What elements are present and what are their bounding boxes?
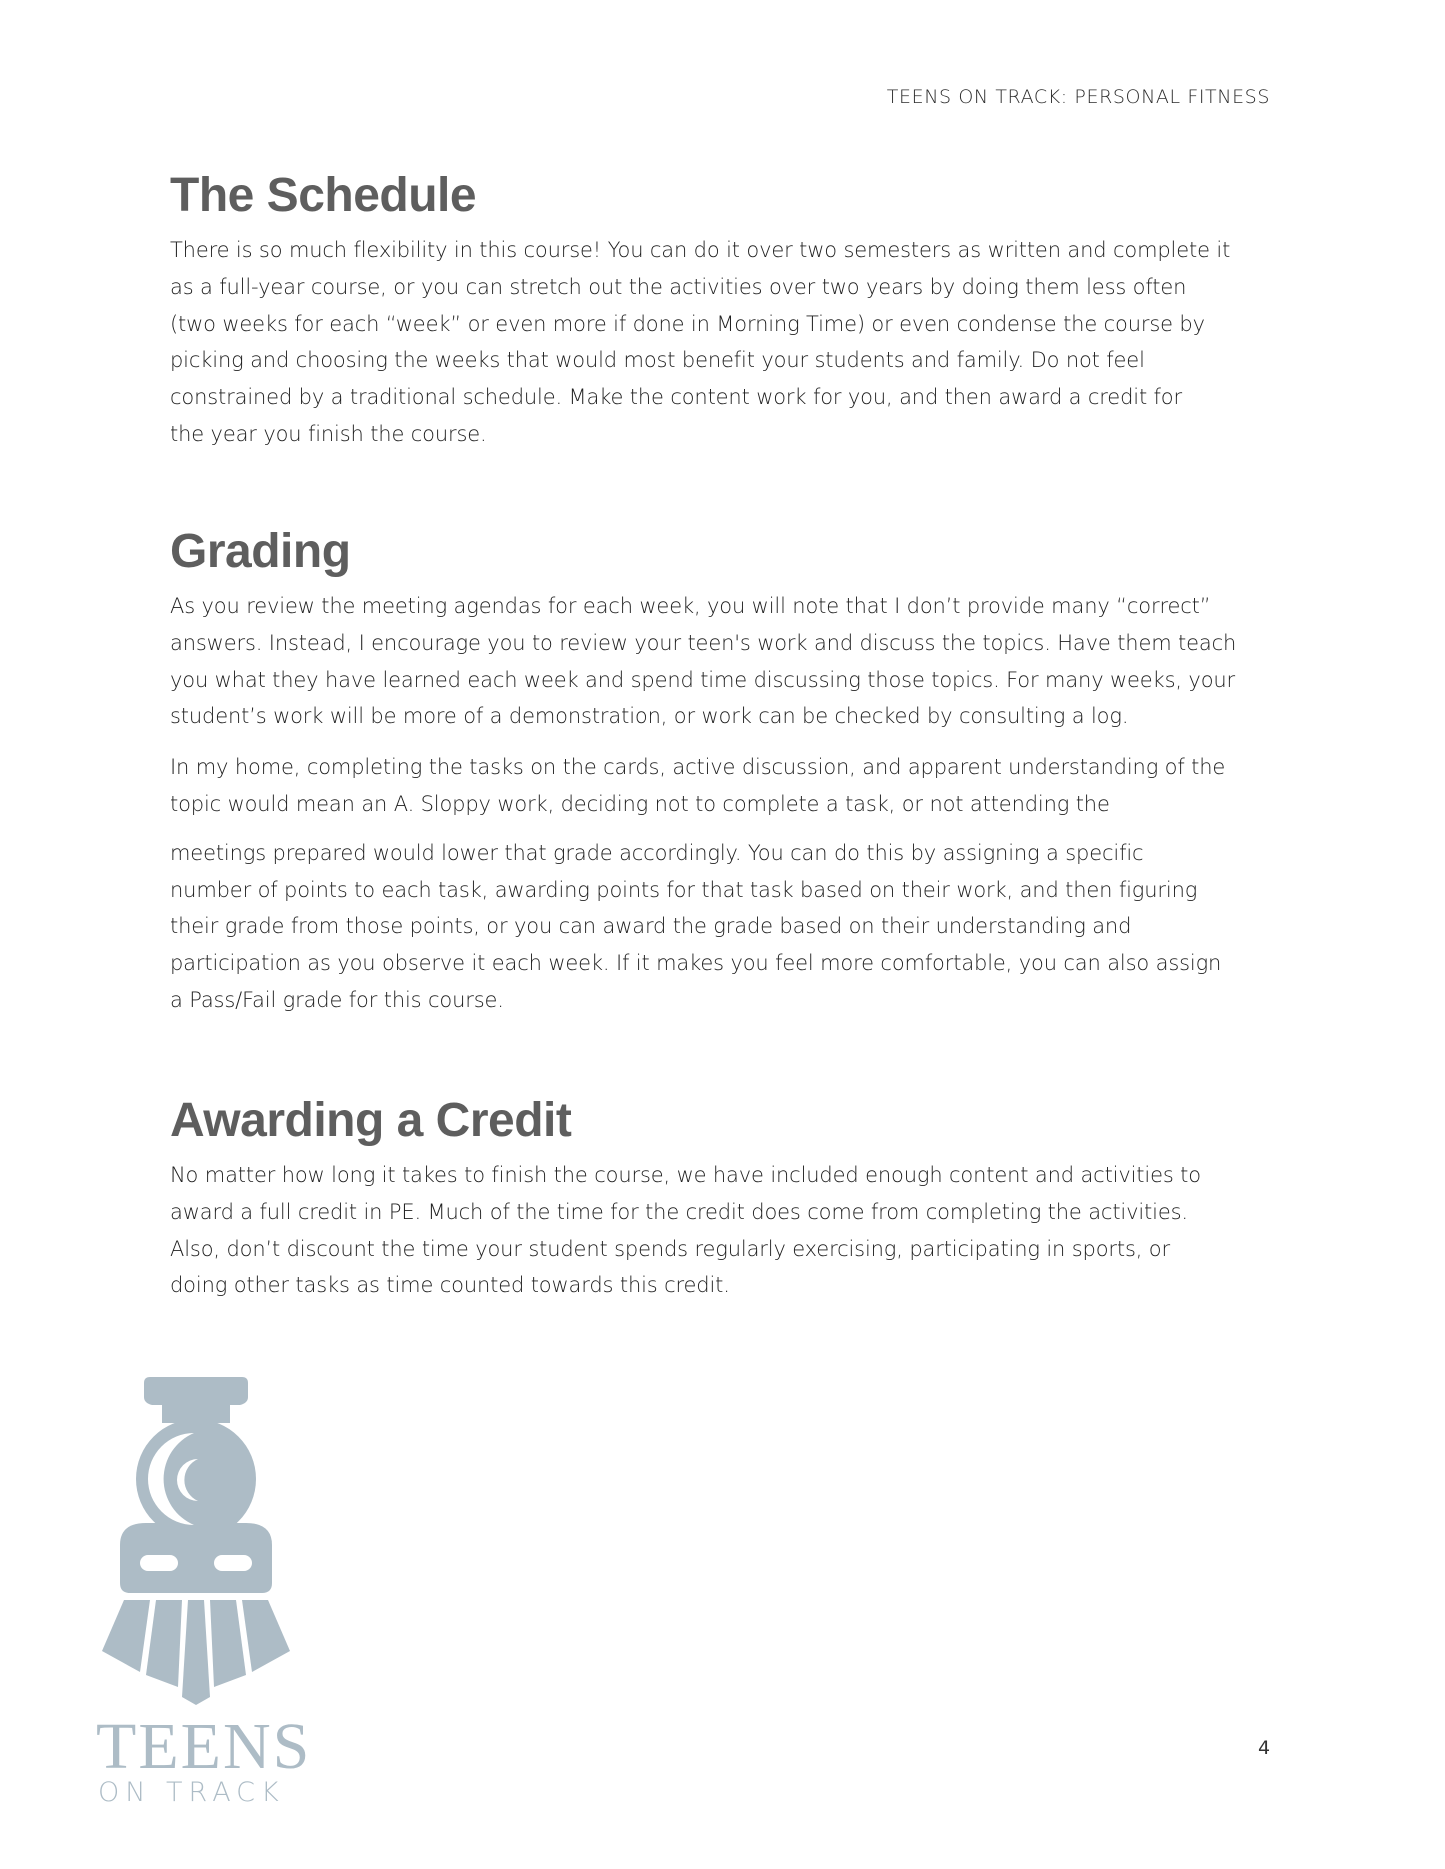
text-line: No matter how long it takes to finish the course, we have included enough content and activities to [170, 1163, 1201, 1187]
running-header: TEENS ON TRACK: PERSONAL FITNESS [886, 86, 1270, 108]
text-line: In my home, completing the tasks on the cards, active discussion, and apparent understanding of the [170, 755, 1226, 780]
train-locomotive-icon [100, 1375, 290, 1705]
paragraph [170, 1157, 1280, 1304]
logo-wordmark-teens: TEENS [96, 1710, 312, 1783]
text-line: doing other tasks as time counted towards this credit. [170, 1273, 730, 1298]
text-line: student’s work will be more of a demonstration, or work can be checked by consulting a log. [170, 704, 1129, 729]
text-line: answers. Instead, I encourage you to review your teen's work and discuss the topics. Have them teach [170, 630, 1237, 655]
section-heading: Grading [170, 525, 351, 578]
page-number: 4 [1258, 1737, 1271, 1759]
text-line: a Pass/Fail grade for this course. [170, 987, 504, 1012]
text-line: As you review the meeting agendas for each week, you will note that I don’t provide many “correct” [170, 594, 1211, 618]
text-line: award a full credit in PE. Much of the time for the credit does come from completing the activities. [170, 1199, 1188, 1224]
text-line: participation as you observe it each week. If it makes you feel more comfortable, you can also assign [170, 951, 1222, 976]
text-line: number of points to each task, awarding points for that task based on their work, and then figuring [170, 877, 1198, 902]
text-line: as a full-year course, or you can stretch out the activities over two years by doing them less often [170, 274, 1187, 299]
text-line: There is so much flexibility in this course! You can do it over two semesters as written and complete it [170, 238, 1231, 262]
section-schedule [170, 168, 1280, 453]
section-grading [170, 524, 1280, 1019]
text-line: topic would mean an A. Sloppy work, deciding not to complete a task, or not attending the [170, 791, 1110, 816]
paragraph [170, 749, 1280, 823]
text-line: you what they have learned each week and spend time discussing those topics. For many weeks, your [170, 667, 1236, 692]
paragraph [170, 588, 1280, 735]
text-line: the year you finish the course. [170, 421, 487, 446]
section-heading: The Schedule [170, 169, 477, 222]
text-line: picking and choosing the weeks that would most benefit your students and family. Do not feel [170, 348, 1145, 373]
paragraph [170, 232, 1280, 453]
text-line: meetings prepared would lower that grade accordingly. You can do this by assigning a specific [170, 840, 1144, 865]
paragraph [170, 835, 1280, 1019]
text-line: constrained by a traditional schedule. Make the content work for you, and then award a credit for [170, 385, 1182, 410]
text-line: (two weeks for each “week” or even more if done in Morning Time) or even condense the course by [170, 311, 1205, 336]
teens-on-track-logo [96, 1375, 312, 1809]
section-awarding-credit [170, 1093, 1280, 1304]
section-heading: Awarding a Credit [170, 1094, 572, 1147]
text-line: Also, don’t discount the time your student spends regularly exercising, participating in sports, or [170, 1236, 1170, 1261]
text-line: their grade from those points, or you can award the grade based on their understanding and [170, 914, 1132, 939]
logo-wordmark-on-track: ON TRACK [98, 1777, 285, 1808]
